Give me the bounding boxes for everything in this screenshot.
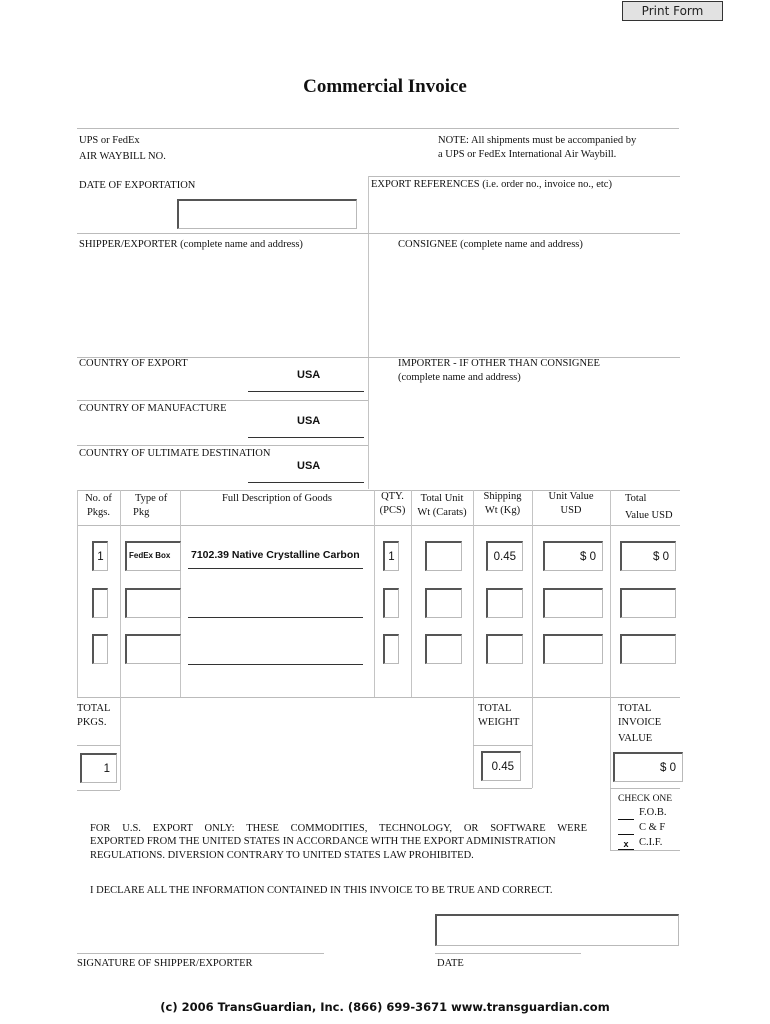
unit-value-field[interactable] xyxy=(543,541,603,571)
option-cf[interactable] xyxy=(618,820,666,835)
export-statement-line3: REGULATIONS. DIVERSION CONTRARY TO UNITED STATES LAW PROHIBITED. xyxy=(90,850,474,861)
waybill-label-line2: AIR WAYBILL NO. xyxy=(79,151,166,162)
divider xyxy=(77,745,120,746)
description-value[interactable]: 7102.39 Native Crystalline Carbon xyxy=(191,549,360,561)
unit-value-field[interactable] xyxy=(543,588,603,618)
divider xyxy=(77,697,680,698)
country-of-export-label: COUNTRY OF EXPORT xyxy=(79,358,188,369)
pkg-type-value: FedEx Box xyxy=(129,551,171,560)
note-line2: a UPS or FedEx International Air Waybill. xyxy=(438,149,617,160)
declaration-text: I DECLARE ALL THE INFORMATION CONTAINED IN THIS INVOICE TO BE TRUE AND CORRECT. xyxy=(90,885,553,896)
qty-field[interactable] xyxy=(383,634,399,664)
divider xyxy=(77,525,680,526)
note-line1: NOTE: All shipments must be accompanied by xyxy=(438,135,637,146)
qty-field[interactable] xyxy=(383,541,399,571)
total-value-field[interactable] xyxy=(620,541,676,571)
option-cif[interactable] xyxy=(618,835,666,850)
footer-copyright: (c) 2006 TransGuardian, Inc. (866) 699-3671 www.transguardian.com xyxy=(160,1000,610,1014)
divider xyxy=(532,490,533,788)
pkgs-value: 1 xyxy=(97,550,104,563)
consignee-label: CONSIGNEE (complete name and address) xyxy=(398,239,583,250)
fob-checkbox[interactable] xyxy=(618,809,634,820)
pkg-type-field[interactable] xyxy=(125,634,181,664)
check-one-label: CHECK ONE xyxy=(618,794,673,804)
country-of-destination-value[interactable]: USA xyxy=(297,460,321,472)
qty-value: 1 xyxy=(388,550,395,563)
pkgs-field[interactable] xyxy=(92,541,108,571)
divider xyxy=(368,176,680,177)
pkg-type-field[interactable] xyxy=(125,588,181,618)
total-invoice-value-field[interactable] xyxy=(613,752,683,782)
cif-checkbox[interactable]: x xyxy=(618,839,634,850)
divider xyxy=(120,490,121,697)
export-references-label: EXPORT REFERENCES (i.e. order no., invoice no., etc) xyxy=(371,179,612,190)
country-of-export-underline xyxy=(248,391,364,392)
col-header-unit-value: Unit Value USD xyxy=(548,491,594,516)
date-of-exportation-label: DATE OF EXPORTATION xyxy=(79,180,196,191)
country-of-destination-label: COUNTRY OF ULTIMATE DESTINATION xyxy=(79,448,271,459)
shipping-weight-field[interactable] xyxy=(486,588,523,618)
export-statement-line2: EXPORTED FROM THE UNITED STATES IN ACCORDANCE WITH THE EXPORT ADMINISTRATION xyxy=(90,836,556,847)
total-value-value: $ 0 xyxy=(653,550,669,563)
divider xyxy=(77,490,78,697)
divider xyxy=(473,788,532,789)
pkgs-field[interactable] xyxy=(92,634,108,664)
description-underline xyxy=(188,664,363,665)
divider xyxy=(77,445,368,446)
waybill-label-line1: UPS or FedEx xyxy=(79,135,140,146)
importer-label-line2: (complete name and address) xyxy=(398,372,521,383)
cf-checkbox[interactable] xyxy=(618,824,634,835)
total-weight-label: TOTAL WEIGHT xyxy=(478,703,520,728)
divider xyxy=(473,490,474,788)
country-of-export-value[interactable]: USA xyxy=(297,369,321,381)
divider xyxy=(120,697,121,790)
total-value-field[interactable] xyxy=(620,634,676,664)
divider xyxy=(368,176,369,489)
divider xyxy=(610,788,680,789)
pkgs-field[interactable] xyxy=(92,588,108,618)
cf-label: C & F xyxy=(639,822,666,833)
fob-label: F.O.B. xyxy=(639,807,667,818)
qty-field[interactable] xyxy=(383,588,399,618)
date-field[interactable] xyxy=(435,914,679,946)
unit-weight-field[interactable] xyxy=(425,588,462,618)
divider xyxy=(77,128,679,129)
col-header-description: Full Description of Goods xyxy=(222,493,332,504)
date-of-exportation-field[interactable] xyxy=(177,199,357,229)
shipping-weight-field[interactable] xyxy=(486,634,523,664)
col-header-total-value: Total Value USD xyxy=(625,493,673,521)
divider xyxy=(374,490,375,697)
col-header-type: Type of Pkg xyxy=(133,493,168,518)
divider xyxy=(473,745,532,746)
date-label: DATE xyxy=(437,958,464,969)
col-header-unit-weight: Total Unit Wt (Carats) xyxy=(417,493,467,518)
importer-label-line1: IMPORTER - IF OTHER THAN CONSIGNEE xyxy=(398,358,600,369)
export-statement-line1: FOR U.S. EXPORT ONLY: THESE COMMODITIES, TECHNOLOGY, OR SOFTWARE WERE xyxy=(90,823,587,834)
total-weight-field[interactable] xyxy=(481,751,521,781)
divider xyxy=(610,490,611,850)
col-header-qty: QTY. (PCS) xyxy=(379,491,406,516)
divider xyxy=(610,850,680,851)
total-invoice-value: $ 0 xyxy=(660,761,676,774)
print-form-button[interactable]: Print Form xyxy=(622,1,723,21)
description-underline xyxy=(188,568,363,569)
country-of-manufacture-label: COUNTRY OF MANUFACTURE xyxy=(79,403,227,414)
shipper-label: SHIPPER/EXPORTER (complete name and address) xyxy=(79,239,303,250)
total-pkgs-field[interactable] xyxy=(80,753,117,783)
col-header-pkgs: No. of Pkgs. xyxy=(85,493,112,518)
total-value-field[interactable] xyxy=(620,588,676,618)
unit-weight-field[interactable] xyxy=(425,634,462,664)
total-pkgs-label: TOTAL PKGS. xyxy=(77,703,111,728)
country-of-destination-underline xyxy=(248,482,364,483)
page-title: Commercial Invoice xyxy=(303,76,467,97)
divider xyxy=(77,790,120,791)
date-line xyxy=(435,953,581,954)
divider xyxy=(77,233,680,234)
col-header-shipping-weight: Shipping Wt (Kg) xyxy=(483,491,522,516)
description-underline xyxy=(188,617,363,618)
total-weight-value: 0.45 xyxy=(491,760,514,773)
unit-value-field[interactable] xyxy=(543,634,603,664)
pkg-type-field[interactable] xyxy=(125,541,181,571)
signature-label: SIGNATURE OF SHIPPER/EXPORTER xyxy=(77,958,253,969)
total-invoice-value-label: TOTAL INVOICE VALUE xyxy=(618,703,662,744)
total-pkgs-value: 1 xyxy=(103,762,110,775)
divider xyxy=(411,490,412,697)
signature-line xyxy=(77,953,324,954)
divider xyxy=(77,400,368,401)
check-one-options xyxy=(618,806,666,850)
option-fob[interactable] xyxy=(618,806,666,820)
cif-label: C.I.F. xyxy=(639,837,663,848)
shipping-weight-value: 0.45 xyxy=(493,550,516,563)
country-of-manufacture-underline xyxy=(248,437,364,438)
unit-weight-field[interactable] xyxy=(425,541,462,571)
shipping-weight-field[interactable] xyxy=(486,541,523,571)
country-of-manufacture-value[interactable]: USA xyxy=(297,415,321,427)
unit-value-value: $ 0 xyxy=(580,550,596,563)
